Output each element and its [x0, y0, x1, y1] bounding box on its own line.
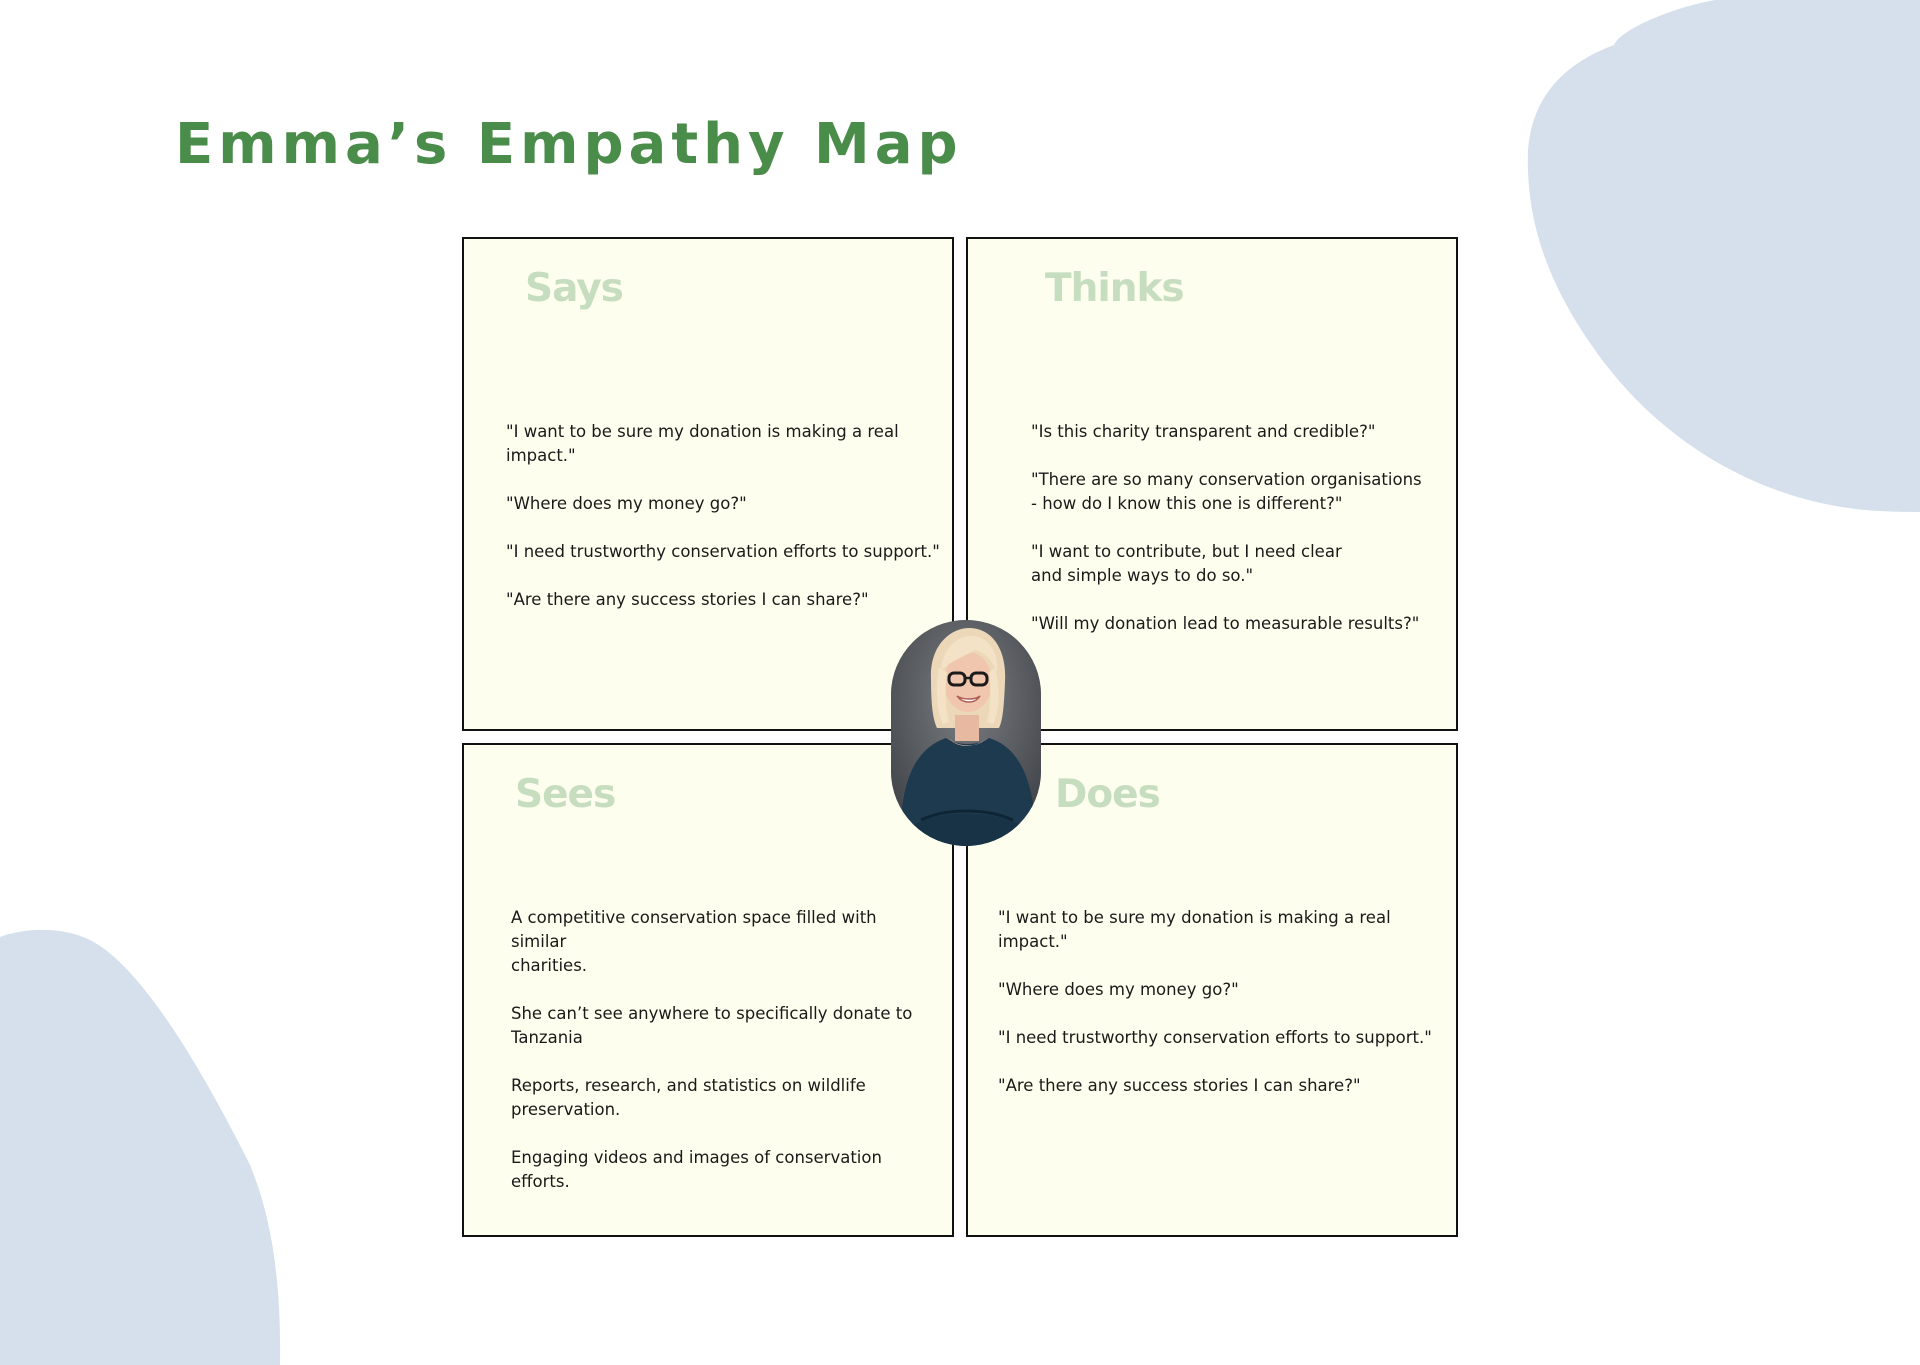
persona-portrait-illustration [891, 620, 1041, 846]
thinks-list [1031, 420, 1451, 660]
quadrant-says [462, 237, 954, 731]
list-item: "Where does my money go?" [998, 980, 1239, 999]
list-item: "I need trustworthy conservation efforts to support." [506, 542, 940, 561]
list-item: "Will my donation lead to measurable results?" [1031, 614, 1420, 633]
sees-list [511, 906, 931, 1218]
quadrant-heading-does: Does [1055, 772, 1160, 817]
persona-avatar [891, 620, 1041, 846]
list-item: "I need trustworthy conservation efforts to support." [998, 1028, 1432, 1047]
list-item: "There are so many conservation organisations - how do I know this one is different?" [1031, 470, 1422, 513]
list-item: "Are there any success stories I can share?" [998, 1076, 1361, 1095]
page-title: Emma’s Empathy Map [175, 112, 963, 177]
quadrant-thinks [966, 237, 1458, 731]
quadrant-heading-sees: Sees [515, 772, 616, 817]
decorative-blob-bottom-left [0, 925, 290, 1365]
quadrant-heading-thinks: Thinks [1045, 266, 1184, 311]
list-item: "Where does my money go?" [506, 494, 747, 513]
list-item: She can’t see anywhere to specifically donate to Tanzania [511, 1004, 913, 1047]
list-item: "I want to be sure my donation is making a real impact." [506, 422, 899, 465]
list-item: "I want to contribute, but I need clear and simple ways to do so." [1031, 542, 1342, 585]
list-item: "Is this charity transparent and credible?" [1031, 422, 1376, 441]
quadrant-sees [462, 743, 954, 1237]
blob-shape [1528, 0, 1920, 512]
quadrant-does [966, 743, 1458, 1237]
list-item: "I want to be sure my donation is making a real impact." [998, 908, 1391, 951]
says-list [506, 420, 946, 636]
list-item: Reports, research, and statistics on wildlife preservation. [511, 1076, 866, 1119]
blob-shape [0, 930, 280, 1365]
list-item: A competitive conservation space filled with similar charities. [511, 908, 877, 975]
list-item: "Are there any success stories I can share?" [506, 590, 869, 609]
does-list [998, 906, 1453, 1122]
quadrant-heading-says: Says [525, 266, 623, 311]
list-item: Engaging videos and images of conservation efforts. [511, 1148, 882, 1191]
decorative-blob-top-right [1520, 0, 1920, 520]
